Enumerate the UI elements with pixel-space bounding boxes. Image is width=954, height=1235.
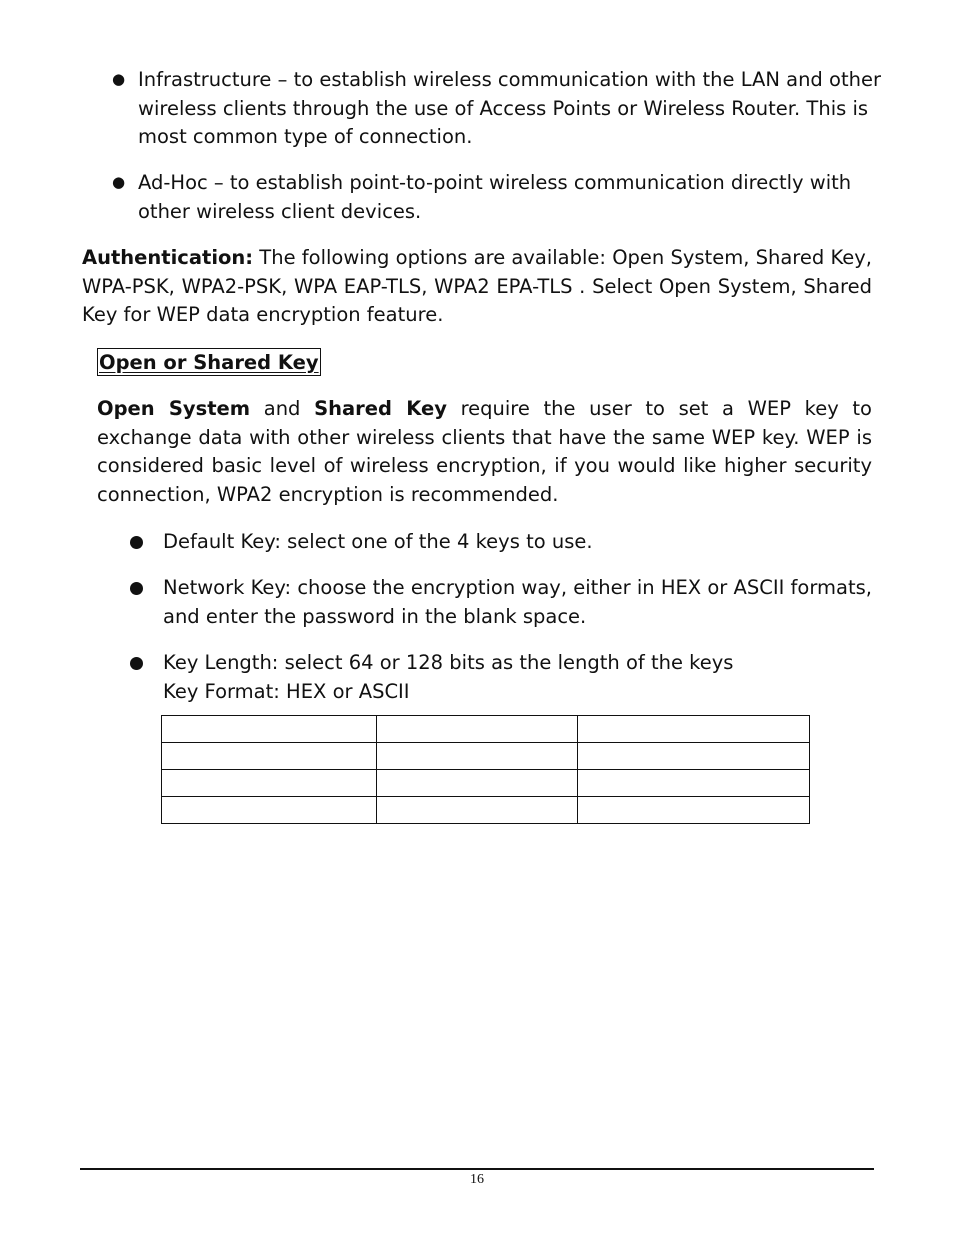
table-cell: [377, 797, 578, 824]
bullet-icon: [130, 582, 143, 595]
authentication-paragraph: [82, 244, 872, 330]
table-cell: [578, 743, 810, 770]
key-bullet-line: Key Length: select 64 or 128 bits as the length of the keys: [163, 651, 734, 674]
footer-divider: [80, 1168, 874, 1170]
table-row: [162, 797, 810, 824]
page-number: 16: [470, 1172, 484, 1187]
table-cell: [578, 770, 810, 797]
key-bullet-line: Default Key: select one of the 4 keys to use.: [163, 530, 593, 553]
wep-paragraph: [97, 395, 872, 510]
table-cell: [578, 797, 810, 824]
bullet-icon: ●: [112, 173, 126, 191]
mode-text-line: wireless clients through the use of Access Points or Wireless Router. This is: [138, 96, 869, 120]
mode-text-line: other wireless client devices.: [138, 199, 422, 223]
table-cell: [162, 797, 377, 824]
authentication-label: Authentication:: [82, 246, 254, 269]
wep-text: require the user to set a WEP key to exchange data with other wireless clients that have the same WEP key. WEP is considered basic level of wireless encryption, if you would like higher security connection, WPA2 encryption is recommended.: [97, 397, 872, 507]
table-cell: [377, 716, 578, 743]
wep-term-shared-key: Shared Key: [314, 397, 447, 420]
key-table: [161, 715, 810, 824]
table-cell: [377, 770, 578, 797]
table-row: [162, 716, 810, 743]
table-row: [162, 770, 810, 797]
table-cell: [578, 716, 810, 743]
bullet-icon: [130, 536, 143, 549]
key-bullet-line: Network Key: choose the encryption way, either in HEX or ASCII formats,: [163, 576, 872, 599]
mode-text-line: Ad-Hoc – to establish point-to-point wireless communication directly with: [138, 171, 852, 194]
authentication-text: The following options are available: Open System, Shared Key, WPA-PSK, WPA2-PSK, WPA EAP-TLS, WPA2 EPA-TLS . Select Open System, Shared Key for WEP data encryption feature.: [82, 246, 872, 327]
mode-text-line: Infrastructure – to establish wireless communication with the LAN and other: [138, 68, 881, 91]
table-row: [162, 743, 810, 770]
wep-term-open-system: Open System: [97, 397, 251, 420]
mode-text-line: most common type of connection.: [138, 125, 473, 149]
key-bullet-line: and enter the password in the blank space.: [163, 604, 587, 628]
key-bullet-line: Key Format: HEX or ASCII: [163, 679, 410, 703]
bullet-icon: [130, 657, 143, 670]
section-heading: Open or Shared Key: [97, 348, 321, 376]
bullet-icon: ●: [112, 70, 126, 88]
wep-conjunction: and: [250, 397, 315, 420]
table-cell: [162, 743, 377, 770]
table-cell: [377, 743, 578, 770]
table-cell: [162, 716, 377, 743]
table-cell: [162, 770, 377, 797]
